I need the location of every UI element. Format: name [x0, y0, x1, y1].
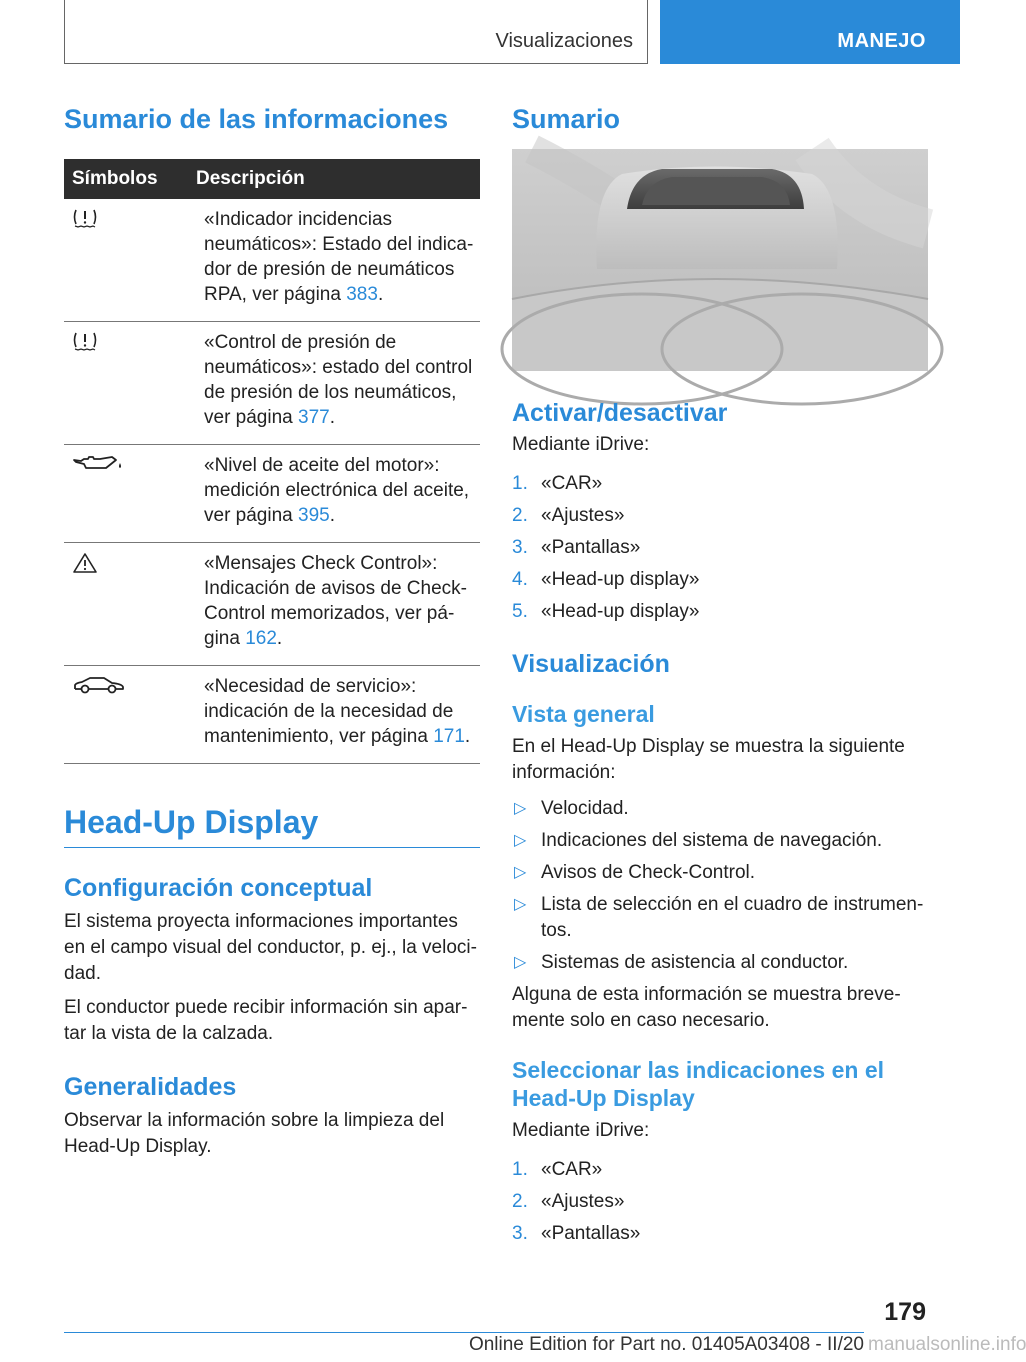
oil-can-icon	[72, 454, 124, 472]
overview-title: Vista general	[512, 701, 655, 727]
table-header-description: Descripción	[184, 159, 480, 199]
page-number: 179	[884, 1298, 926, 1326]
header-section-title: Visualizaciones	[495, 30, 633, 52]
overview-bullets	[512, 796, 928, 976]
symbols-table	[64, 159, 480, 764]
table-row-description: «Nivel de aceite del motor»: medición electrónica del aceite, ver página 395.	[184, 445, 480, 543]
summary-title: Sumario de las informaciones	[64, 104, 449, 134]
activate-intro: Mediante iDrive:	[512, 434, 650, 455]
select-intro: Mediante iDrive:	[512, 1120, 650, 1141]
activate-title: Activar/desactivar	[512, 399, 728, 427]
warning-triangle-icon	[72, 552, 98, 574]
list-item: 2. «Ajustes»	[512, 505, 625, 526]
list-item: ▷ Avisos de Check-Control.	[514, 862, 756, 883]
list-item: 1. «CAR»	[512, 1159, 603, 1180]
list-item: 3. «Pantallas»	[512, 537, 641, 558]
concept-title: Configuración conceptual	[64, 874, 373, 902]
list-item: ▷ Lista de selección en el cuadro de instrumentos.	[514, 894, 924, 941]
tire-pressure-warning-icon	[72, 331, 98, 351]
page-link[interactable]: 162	[245, 628, 277, 649]
header-section-box	[64, 0, 648, 64]
select-title: Seleccionar las indicaciones en el Head-Up Display	[512, 1057, 885, 1111]
service-car-icon	[72, 675, 126, 695]
header-chapter-tab	[660, 0, 960, 64]
table-row-description: «Necesidad de servicio»: indicación de la necesidad de mantenimiento, ver página 171.	[184, 666, 480, 764]
page-link[interactable]: 377	[298, 407, 330, 428]
list-item: 5. «Head-up display»	[512, 601, 700, 622]
list-item: ▷ Indicaciones del sistema de navegación.	[514, 830, 883, 851]
list-item: 3. «Pantallas»	[512, 1223, 641, 1244]
display-title: Visualización	[512, 650, 670, 678]
table-row-description: «Control de presión de neumáticos»: estado del control de presión de los neumáticos, ver página 377.	[184, 322, 480, 445]
hud-title: Head-Up Display	[64, 804, 480, 848]
list-item: 1. «CAR»	[512, 473, 603, 494]
right-column	[512, 96, 928, 1250]
list-item: 4. «Head-up display»	[512, 569, 700, 590]
list-item: ▷ Velocidad.	[514, 798, 629, 819]
table-header-row	[64, 159, 480, 199]
head-up-display-photo	[512, 149, 928, 371]
table-row	[64, 445, 480, 543]
overview-paragraph: En el Head-Up Display se muestra la siguiente información:	[512, 736, 905, 783]
header-chapter-title: MANEJO	[837, 30, 926, 52]
list-item: 2. «Ajustes»	[512, 1191, 625, 1212]
list-item: ▷ Sistemas de asistencia al conductor.	[514, 952, 849, 973]
concept-paragraph-1: El sistema proyecta informaciones importantes en el campo visual del conductor, p. ej., la velocidad.	[64, 911, 477, 984]
page-link[interactable]: 395	[298, 505, 330, 526]
activate-steps	[512, 468, 928, 628]
footer-divider	[64, 1332, 864, 1333]
select-steps	[512, 1154, 928, 1250]
table-row	[64, 666, 480, 764]
table-row	[64, 543, 480, 666]
brief-paragraph: Alguna de esta información se muestra brevemente solo en caso necesario.	[512, 984, 901, 1031]
concept-paragraph-2: El conductor puede recibir información sin apartar la vista de la calzada.	[64, 997, 468, 1044]
footer-edition: Online Edition for Part no. 01405A03408 - II/20	[468, 1334, 864, 1355]
table-row	[64, 199, 480, 322]
table-row-description: «Indicador incidencias neumáticos»: Estado del indicador de presión de neumáticos RPA, ver página 383.	[184, 199, 480, 322]
tire-pressure-warning-icon	[72, 208, 98, 228]
watermark: manualsonline.info	[868, 1334, 1026, 1355]
page-link[interactable]: 383	[346, 284, 378, 305]
page-link[interactable]: 171	[433, 726, 465, 747]
table-row	[64, 322, 480, 445]
sumario-title: Sumario	[512, 104, 621, 134]
general-paragraph: Observar la información sobre la limpieza del Head-Up Display.	[64, 1110, 445, 1157]
table-row-description: «Mensajes Check Control»: Indicación de avisos de Check-Control memorizados, ver página 162.	[184, 543, 480, 666]
left-column	[64, 96, 480, 1160]
general-title: Generalidades	[64, 1073, 237, 1101]
table-header-symbols: Símbolos	[64, 159, 184, 199]
